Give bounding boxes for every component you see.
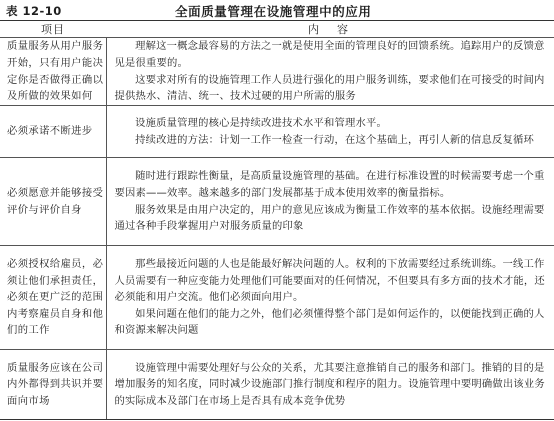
table-row — [0, 38, 554, 106]
row-item: 必须授权给雇员，必须让他们承担责任，必须在更广泛的范围内考察雇员自身和他们的工作 — [0, 246, 106, 350]
table-number: 表 12-10 — [6, 4, 62, 18]
content-paragraph: 这要求对所有的设施管理工作人员进行强化的用户服务训练，要求他们在可接受的时间内提供热水、清洁、统一、技术过硬的用户所需的服务 — [114, 73, 545, 103]
column-header-item: 项目 — [0, 21, 106, 38]
row-item: 质量服务应该在公司内外都得到共识并要面向市场 — [0, 350, 106, 420]
content-paragraph: 持续改进的方法：计划一工作一检查一行动，在这个基础上，再引人新的信息反复循环 — [135, 133, 534, 146]
row-content — [106, 350, 554, 420]
row-item: 必须承诺不断进步 — [0, 106, 106, 158]
table-row — [0, 246, 554, 350]
row-content — [106, 106, 554, 158]
table-title: 全面质量管理在设施管理中的应用 — [175, 4, 372, 19]
table-row — [0, 350, 554, 420]
content-paragraph: 设施管理中需要处理好与公众的关系，尤其要注意推销自己的服务和部门。推销的目的是增加服务的知名度，同时减少设施部门推行制度和程序的阻力。设施管理中要明确做出该业务的实际成本及部门在市场上是否具有成本竞争优势 — [114, 361, 545, 407]
row-content — [106, 158, 554, 246]
content-paragraph: 理解这一概念最容易的方法之一就是使用全面的管理良好的回馈系统。追踪用户的反馈意见是很重要的。 — [114, 40, 545, 69]
content-paragraph: 如果问题在他们的能力之外，他们必须懂得整个部门是如何运作的，以便能找到正确的人和资源来解决问题 — [114, 307, 545, 337]
table-header-row — [0, 21, 554, 38]
table-caption — [0, 0, 554, 20]
row-item: 必须愿意并能够接受评价与评价自身 — [0, 158, 106, 246]
table-row — [0, 106, 554, 158]
row-item: 质量服务从用户服务开始，只有用户能决定你是否做得正确以及所做的效果如何 — [0, 38, 106, 106]
content-paragraph: 服务效果是由用户决定的，用户的意见应该成为衡量工作效率的基本依据。设施经理需要通过各种手段掌握用户对服务质量的印象 — [114, 203, 545, 233]
row-content — [106, 246, 554, 350]
content-paragraph: 设施质量管理的核心是持续改进技术水平和管理水平。 — [135, 116, 388, 129]
row-content — [106, 38, 554, 106]
column-header-content: 内容 — [106, 21, 554, 38]
quality-management-table — [0, 20, 554, 420]
table-row — [0, 158, 554, 246]
content-paragraph: 那些最接近问题的人也是能最好解决问题的人。权利的下放需要经过系统训练。一线工作人员需要有一种应变能力处理他们可能要面对的任何情况，不但要具有多方面的技术才能，还必须能和用户交流。他们必须面向用户。 — [114, 258, 545, 304]
content-paragraph: 随时进行跟踪性衡量，是高质量设施管理的基础。在进行标准设置的时候需要考虑一个重要因素——效率。越来越多的部门发展都基于成本使用效率的衡量指标。 — [114, 170, 545, 199]
